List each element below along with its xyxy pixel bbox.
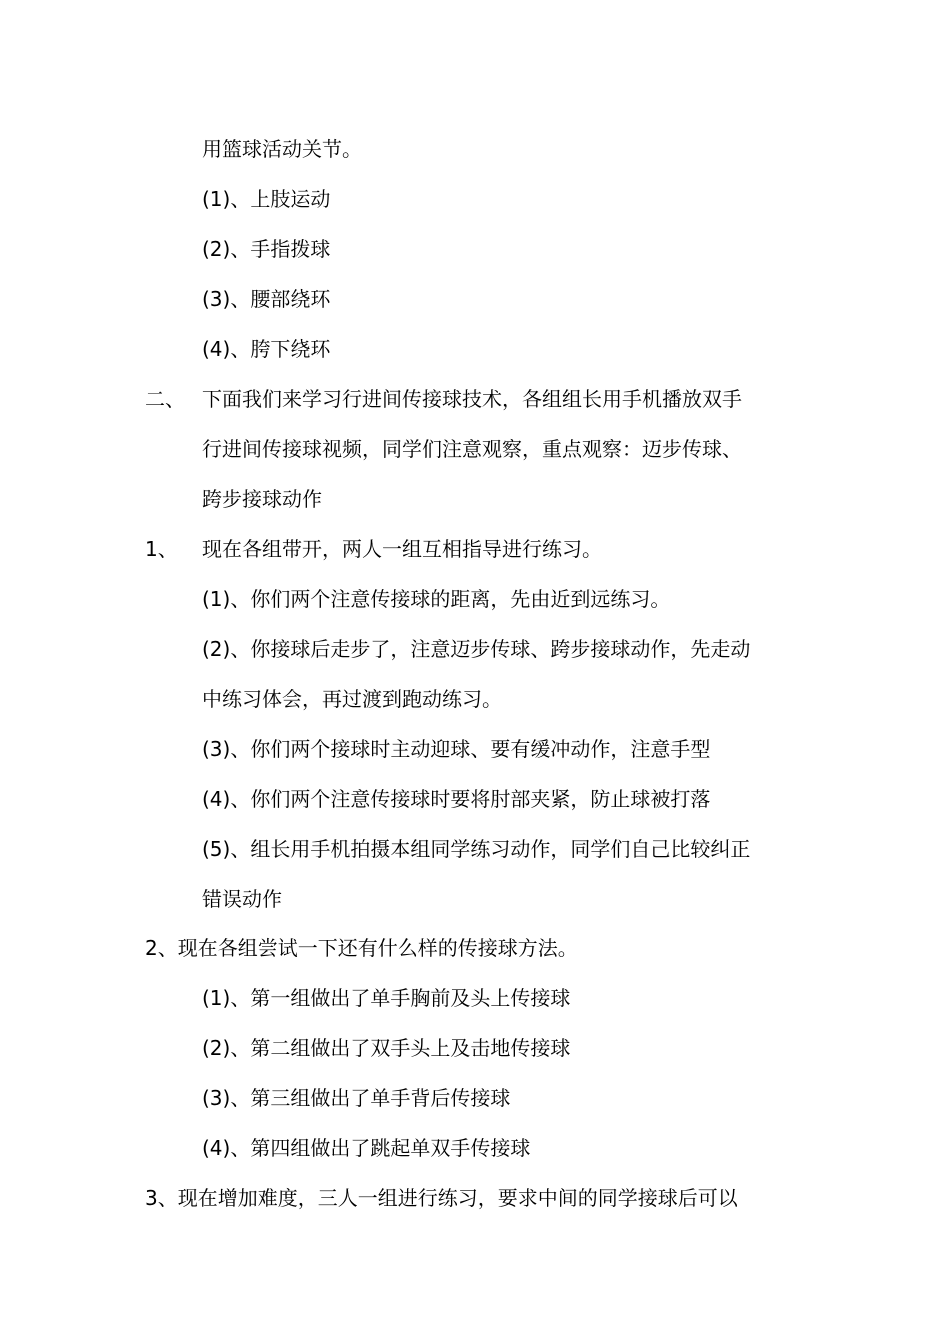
list-item [0, 829, 950, 869]
line-text: (4)、第四组做出了跳起单双手传接球 [202, 1136, 531, 1160]
list-item [0, 279, 950, 319]
line-text: 跨步接球动作 [202, 487, 322, 511]
line-text: (1)、第一组做出了单手胸前及头上传接球 [202, 986, 571, 1010]
list-item [0, 179, 950, 219]
line-text: 2、现在各组尝试一下还有什么样的传接球方法。 [145, 936, 578, 960]
list-item [0, 1078, 950, 1118]
line-text: (2)、第二组做出了双手头上及击地传接球 [202, 1036, 571, 1060]
line-text: (2)、你接球后走步了，注意迈步传球、跨步接球动作，先走动 [202, 637, 751, 661]
line-text: 下面我们来学习行进间传接球技术，各组组长用手机播放双手 [202, 387, 742, 411]
list-item [0, 229, 950, 269]
text-line [0, 879, 950, 919]
list-item [0, 579, 950, 619]
line-text: (5)、组长用手机拍摄本组同学练习动作，同学们自己比较纠正 [202, 837, 751, 861]
text-line [0, 129, 950, 169]
line-text: 3、现在增加难度，三人一组进行练习，要求中间的同学接球后可以 [145, 1186, 738, 1210]
section-marker: 二、 [145, 387, 185, 411]
line-text: (1)、你们两个注意传接球的距离，先由近到远练习。 [202, 587, 671, 611]
line-text: (3)、腰部绕环 [202, 287, 331, 311]
list-item [0, 978, 950, 1018]
section-marker: 1、 [145, 537, 178, 561]
list-item [0, 1128, 950, 1168]
list-item [0, 729, 950, 769]
line-text: (3)、你们两个接球时主动迎球、要有缓冲动作，注意手型 [202, 737, 711, 761]
section-heading [0, 1178, 950, 1218]
list-item [0, 1028, 950, 1068]
section-heading [0, 379, 950, 419]
line-text: 行进间传接球视频，同学们注意观察，重点观察：迈步传球、 [202, 437, 742, 461]
line-text: (1)、上肢运动 [202, 187, 331, 211]
line-text: (4)、胯下绕环 [202, 337, 331, 361]
section-heading [0, 928, 950, 968]
line-text: 错误动作 [202, 887, 282, 911]
list-item [0, 779, 950, 819]
list-item [0, 629, 950, 669]
text-line [0, 429, 950, 469]
line-text: 现在各组带开，两人一组互相指导进行练习。 [202, 537, 602, 561]
line-text: 中练习体会，再过渡到跑动练习。 [202, 687, 502, 711]
line-text: 用篮球活动关节。 [202, 137, 362, 161]
text-line [0, 479, 950, 519]
line-text: (3)、第三组做出了单手背后传接球 [202, 1086, 511, 1110]
text-line [0, 679, 950, 719]
line-text: (2)、手指拨球 [202, 237, 331, 261]
list-item [0, 329, 950, 369]
section-heading [0, 529, 950, 569]
line-text: (4)、你们两个注意传接球时要将肘部夹紧，防止球被打落 [202, 787, 711, 811]
